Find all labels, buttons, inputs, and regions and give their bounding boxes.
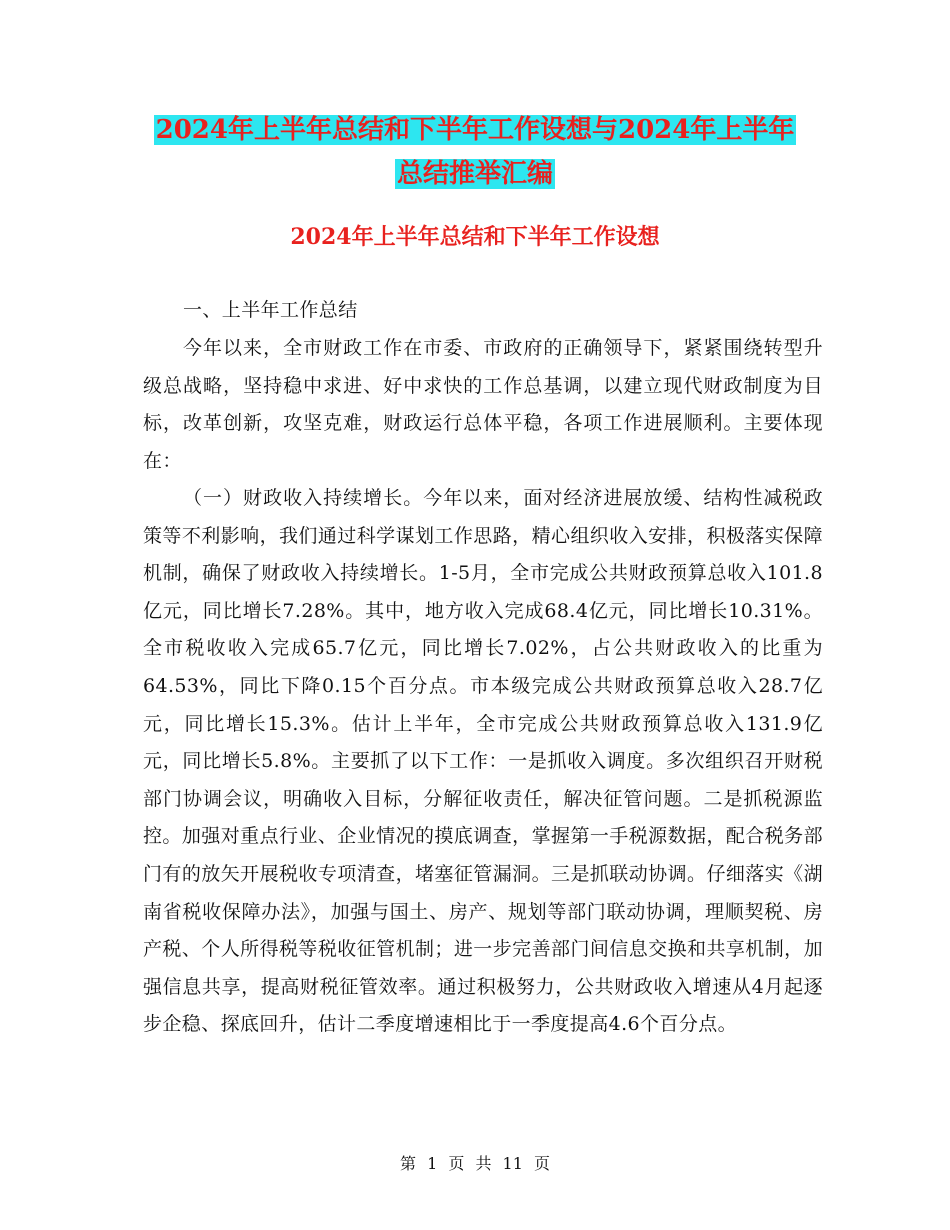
paragraph-intro: 今年以来，全市财政工作在市委、市政府的正确领导下，紧紧围绕转型升级总战略，坚持稳中求进、好中求快的工作总基调，以建立现代财政制度为目标，改革创新，攻坚克难，财政运行总体平稳，各项工作进展顺利。主要体现在： (143, 337, 823, 472)
paragraph-revenue: （一）财政收入持续增长。今年以来，面对经济进展放缓、结构性减税政策等不利影响，我们通过科学谋划工作思路，精心组织收入安排，积极落实保障机制，确保了财政收入持续增长。1-5月，全市完成公共财政预算总收入101.8亿元，同比增长7.28%。其中，地方收入完成68.4亿元，同比增长10.31%。全市税收收入完成65.7亿元，同比增长7.02%，占公共财政收入的比重为64.53%，同比下降0.15个百分点。市本级完成公共财政预算总收入28.7亿元，同比增长15.3%。估计上半年，全市完成公共财政预算总收入131.9亿元，同比增长5.8%。主要抓了以下工作：一是抓收入调度。多次组织召开财税部门协调会议，明确收入目标，分解征收责任，解决征管问题。二是抓税源监控。加强对重点行业、企业情况的摸底调查，掌握第一手税源数据，配合税务部门有的放矢开展税收专项清查，堵塞征管漏洞。三是抓联动协调。仔细落实《湖南省税收保障办法》，加强与国土、房产、规划等部门联动协调，理顺契税、房产税、个人所得税等税收征管机制；进一步完善部门间信息交换和共享机制，加强信息共享，提高财税征管效率。通过积极努力，公共财政收入增速从4月起逐步企稳、探底回升，估计二季度增速相比于一季度提高4.6个百分点。 (143, 487, 823, 1036)
document-main-title-line1 (0, 112, 950, 148)
document-sub-title: 2024年上半年总结和下半年工作设想 (290, 224, 660, 250)
main-title-line2-text: 总结推举汇编 (396, 159, 553, 189)
section-heading: 一、上半年工作总结 (183, 299, 358, 321)
main-title-line1-text: 2024年上半年总结和下半年工作设想与2024年上半年 (155, 115, 795, 145)
page-footer: 第 1 页 共 11 页 (400, 1154, 550, 1173)
document-main-title-line2 (0, 156, 950, 192)
